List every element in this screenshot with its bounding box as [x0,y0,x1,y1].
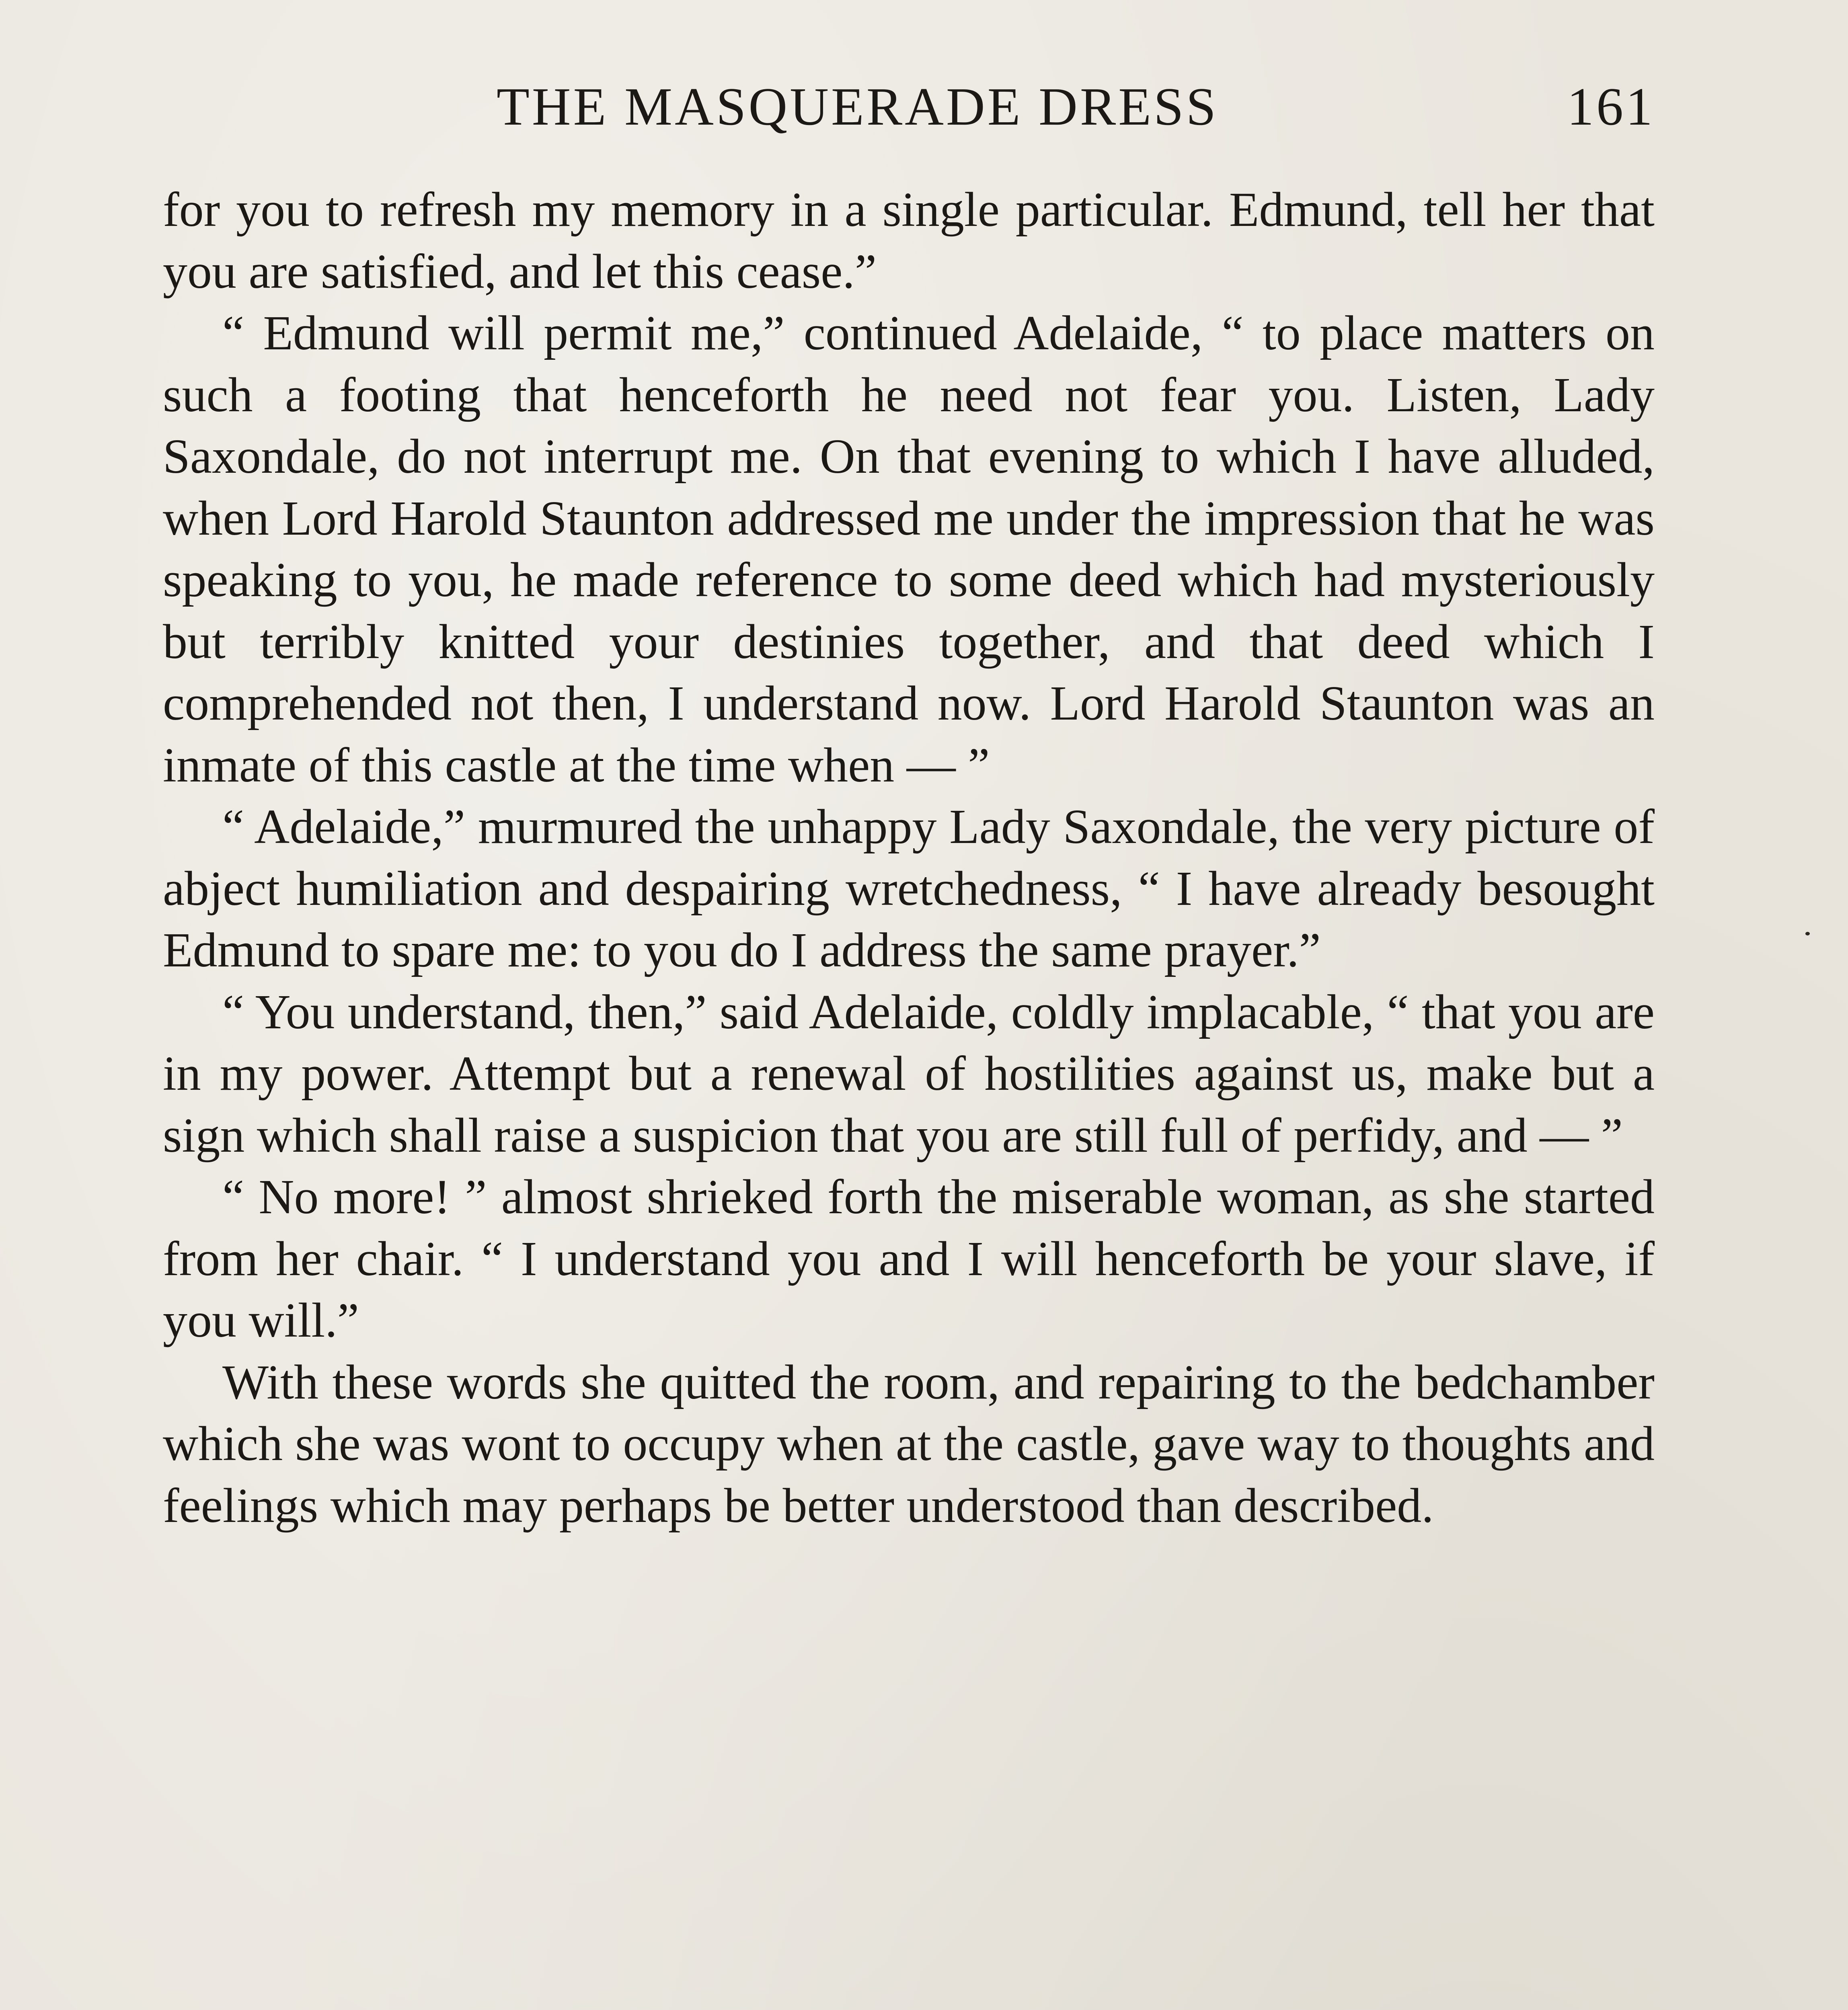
paragraph-1: for you to refresh my memory in a single particular. Edmund, tell her that you are satisfied, and let this cease.” [163,183,1655,299]
ink-speck [1805,932,1810,935]
paragraph-6: With these words she quitted the room, and repairing to the bedchamber which she was wont to occupy when at the castle, gave way to thoughts and feelings which may perhaps be better understood than described. [163,1355,1655,1533]
paragraph-5: “ No more! ” almost shrieked forth the miserable woman, as she started from her chair. “ I understand you and I will henceforth be your slave, if you will.” [163,1170,1655,1348]
paragraph-2: “ Edmund will permit me,” continued Adelaide, “ to place matters on such a footing that henceforth he need not fear you. Listen, Lady Saxondale, do not interrupt me. On that evening to which I have alluded, when Lord Harold Staunton addressed me under the impression that he was speaking to you, he made reference to some deed which had mysteriously but terribly knitted your destinies together, and that deed which I comprehended not then, I understand now. Lord Harold Staunton was an inmate of this castle at the time when — ” [163,306,1655,792]
paragraph-3: “ Adelaide,” murmured the unhappy Lady Saxondale, the very picture of abject humiliation and despairing wretchedness, “ I have already besought Edmund to spare me: to you do I address the same prayer.” [163,800,1655,977]
body-text [163,179,1655,1536]
chapter-title: THE MASQUERADE DRESS [497,77,1219,136]
page-number: 161 [1567,77,1655,136]
paragraph-4: “ You understand, then,” said Adelaide, coldly implacable, “ that you are in my power. Attempt but a renewal of hostilities against us, make but a sign which shall raise a suspicion that you are still full of perfidy, and — ” [163,984,1655,1163]
running-head [163,76,1655,137]
